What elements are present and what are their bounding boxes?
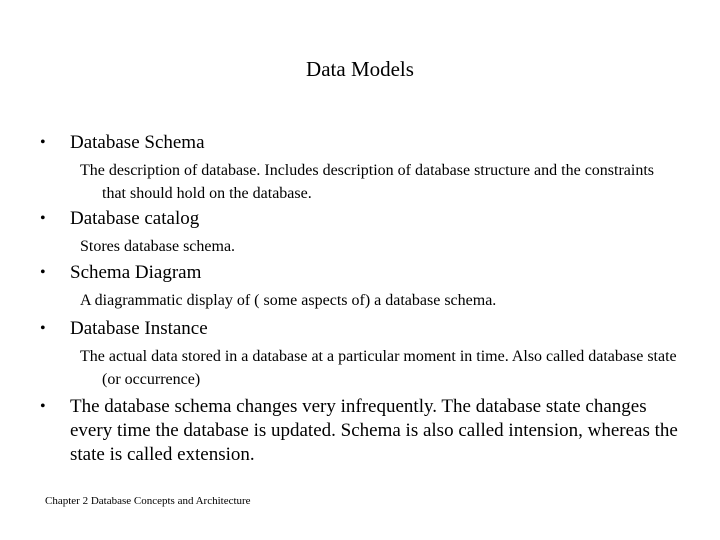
description-text: The actual data stored in a database at a particular moment in time. Also called database state (or occurrence) bbox=[80, 348, 677, 388]
bullet-heading: Database Schema bbox=[70, 132, 205, 153]
bullet-icon: • bbox=[40, 134, 46, 151]
bullet-icon: • bbox=[40, 320, 46, 337]
bullet-icon: • bbox=[40, 398, 46, 415]
closing-paragraph: The database schema changes very infrequently. The database state changes every time the database is updated. Schema is also called intension, whereas the state is called extension. bbox=[70, 396, 678, 465]
slide-footer: Chapter 2 Database Concepts and Architecture bbox=[45, 495, 251, 507]
bullet-description bbox=[80, 289, 680, 312]
bullet-icon: • bbox=[40, 264, 46, 281]
bullet-description bbox=[80, 159, 680, 205]
description-text: Stores database schema. bbox=[80, 238, 236, 255]
slide-title: Data Models bbox=[306, 57, 414, 81]
bullet-heading: Database Instance bbox=[70, 318, 208, 339]
bullet-description bbox=[80, 235, 680, 258]
bullet-heading: Schema Diagram bbox=[70, 262, 202, 283]
description-text: A diagrammatic display of ( some aspects of) a database schema. bbox=[80, 292, 497, 309]
bullet-description bbox=[80, 345, 680, 391]
description-text: The description of database. Includes description of database structure and the constraints that should hold on the database. bbox=[80, 162, 655, 202]
bullet-icon: • bbox=[40, 210, 46, 227]
bullet-heading: Database catalog bbox=[70, 208, 200, 229]
